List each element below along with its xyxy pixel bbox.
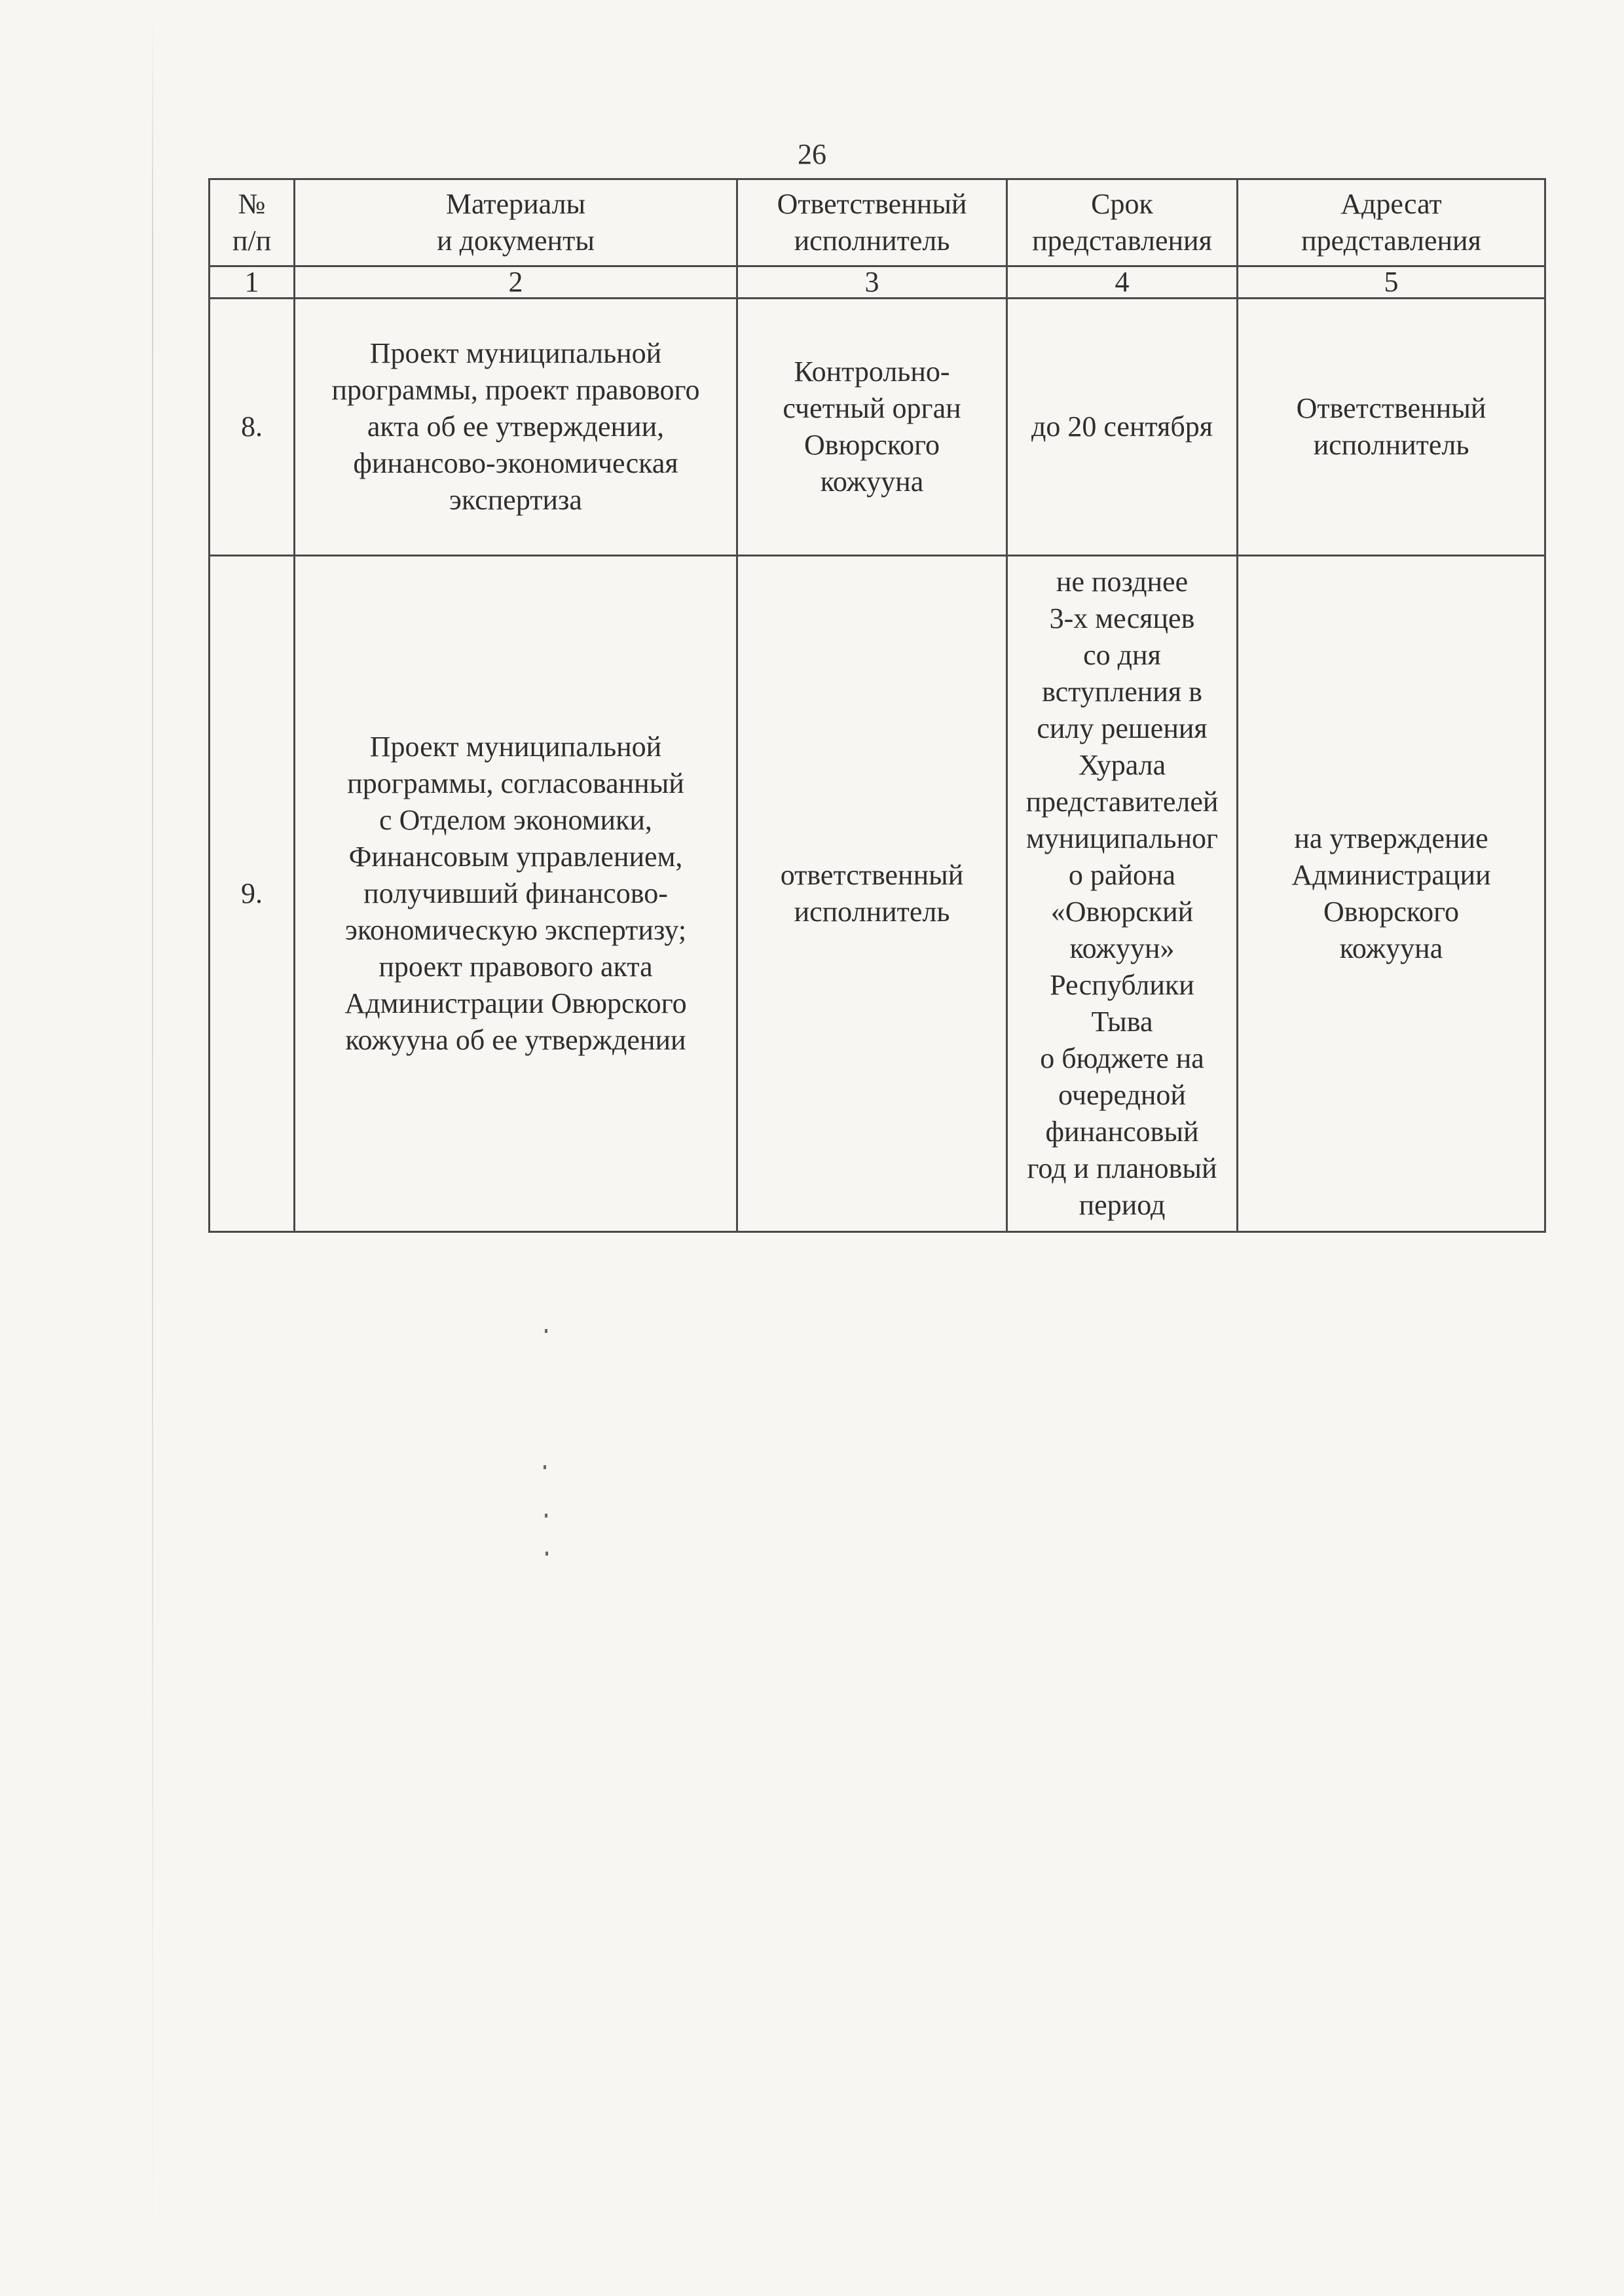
- header-line: Срок: [1091, 188, 1153, 220]
- scan-speck: [545, 1552, 548, 1556]
- column-number-row: [210, 266, 1545, 299]
- text-line: экономическую экспертизу;: [344, 914, 687, 946]
- table-row: [210, 556, 1545, 1232]
- header-cell-number: [210, 179, 295, 266]
- header-line: п/п: [232, 225, 272, 257]
- text-line: период: [1079, 1189, 1166, 1221]
- header-line: представления: [1032, 225, 1212, 257]
- text-line: очередной: [1058, 1079, 1186, 1111]
- text-line: со дня: [1083, 639, 1161, 671]
- text-line: «Овюрский: [1050, 896, 1194, 928]
- text-line: исполнитель: [794, 896, 950, 928]
- scan-speck: [544, 1465, 546, 1469]
- document-table: [208, 178, 1546, 1233]
- row-addressee: [1238, 556, 1545, 1232]
- text-line: Проект муниципальной: [369, 337, 662, 369]
- text-line: Администрации: [1291, 859, 1491, 891]
- table-header-row: [210, 179, 1545, 266]
- column-number: 4: [1007, 266, 1238, 299]
- text-line: Контрольно-: [794, 355, 950, 388]
- text-line: экспертиза: [449, 484, 582, 516]
- text-line: ответственный: [780, 859, 964, 891]
- row-responsible: [737, 299, 1007, 556]
- text-line: исполнитель: [1313, 429, 1469, 461]
- row-deadline: [1007, 299, 1238, 556]
- text-line: не позднее: [1056, 566, 1189, 598]
- table-row: [210, 299, 1545, 556]
- header-cell-responsible: [737, 179, 1007, 266]
- header-cell-deadline: [1007, 179, 1238, 266]
- row-addressee: [1238, 299, 1545, 556]
- row-number: 9.: [210, 556, 295, 1232]
- column-number: 3: [737, 266, 1007, 299]
- text-line: 3-х месяцев: [1049, 602, 1195, 634]
- text-line: год и плановый: [1027, 1152, 1217, 1184]
- header-line: Ответственный: [777, 188, 967, 220]
- text-line: муниципальног: [1025, 822, 1219, 854]
- row-materials: [295, 299, 737, 556]
- text-line: программы, проект правового: [331, 374, 700, 406]
- text-line: на утверждение: [1294, 822, 1488, 854]
- column-number: 5: [1238, 266, 1545, 299]
- column-number: 1: [210, 266, 295, 299]
- row-deadline: [1007, 556, 1238, 1232]
- header-line: Адресат: [1340, 188, 1442, 220]
- scan-edge-shadow: [152, 13, 153, 2278]
- text-line: о района: [1068, 859, 1176, 891]
- text-line: кожууна об ее утверждении: [345, 1024, 686, 1056]
- header-cell-materials: [295, 179, 737, 266]
- text-line: финансово-экономическая: [353, 447, 678, 479]
- header-cell-addressee: [1238, 179, 1545, 266]
- header-line: и документы: [437, 225, 595, 257]
- text-line: акта об ее утверждении,: [367, 410, 665, 443]
- text-line: Хурала: [1078, 749, 1166, 781]
- text-line: программы, согласованный: [347, 767, 684, 799]
- header-line: исполнитель: [794, 225, 950, 257]
- header-line: представления: [1301, 225, 1481, 257]
- row-number: 8.: [210, 299, 295, 556]
- text-line: кожууна: [1339, 932, 1443, 964]
- text-line: Республики: [1050, 969, 1194, 1001]
- text-line: до 20 сентября: [1031, 410, 1213, 443]
- text-line: счетный орган: [783, 392, 961, 424]
- text-line: Овюрского: [803, 429, 940, 461]
- text-line: проект правового акта: [378, 951, 653, 983]
- text-line: Проект муниципальной: [369, 731, 662, 763]
- text-line: Администрации Овюрского: [344, 987, 687, 1019]
- text-line: с Отделом экономики,: [379, 804, 652, 836]
- text-line: финансовый: [1045, 1116, 1199, 1148]
- header-line: Материалы: [445, 188, 586, 220]
- text-line: получивший финансово-: [363, 877, 668, 909]
- row-materials: [295, 556, 737, 1232]
- text-line: кожуун»: [1069, 932, 1175, 964]
- scan-speck: [545, 1514, 547, 1518]
- scan-speck: [545, 1329, 547, 1333]
- text-line: о бюджете на: [1040, 1042, 1204, 1074]
- text-line: силу решения: [1037, 712, 1208, 744]
- row-responsible: [737, 556, 1007, 1232]
- text-line: Финансовым управлением,: [348, 841, 683, 873]
- text-line: вступления в: [1042, 676, 1202, 708]
- text-line: Ответственный: [1296, 392, 1486, 424]
- column-number: 2: [295, 266, 737, 299]
- text-line: Тыва: [1091, 1006, 1153, 1038]
- text-line: представителей: [1025, 786, 1219, 818]
- text-line: Овюрского: [1323, 896, 1460, 928]
- text-line: кожууна: [820, 465, 924, 498]
- header-line: №: [238, 188, 266, 220]
- page-number: 26: [798, 138, 826, 170]
